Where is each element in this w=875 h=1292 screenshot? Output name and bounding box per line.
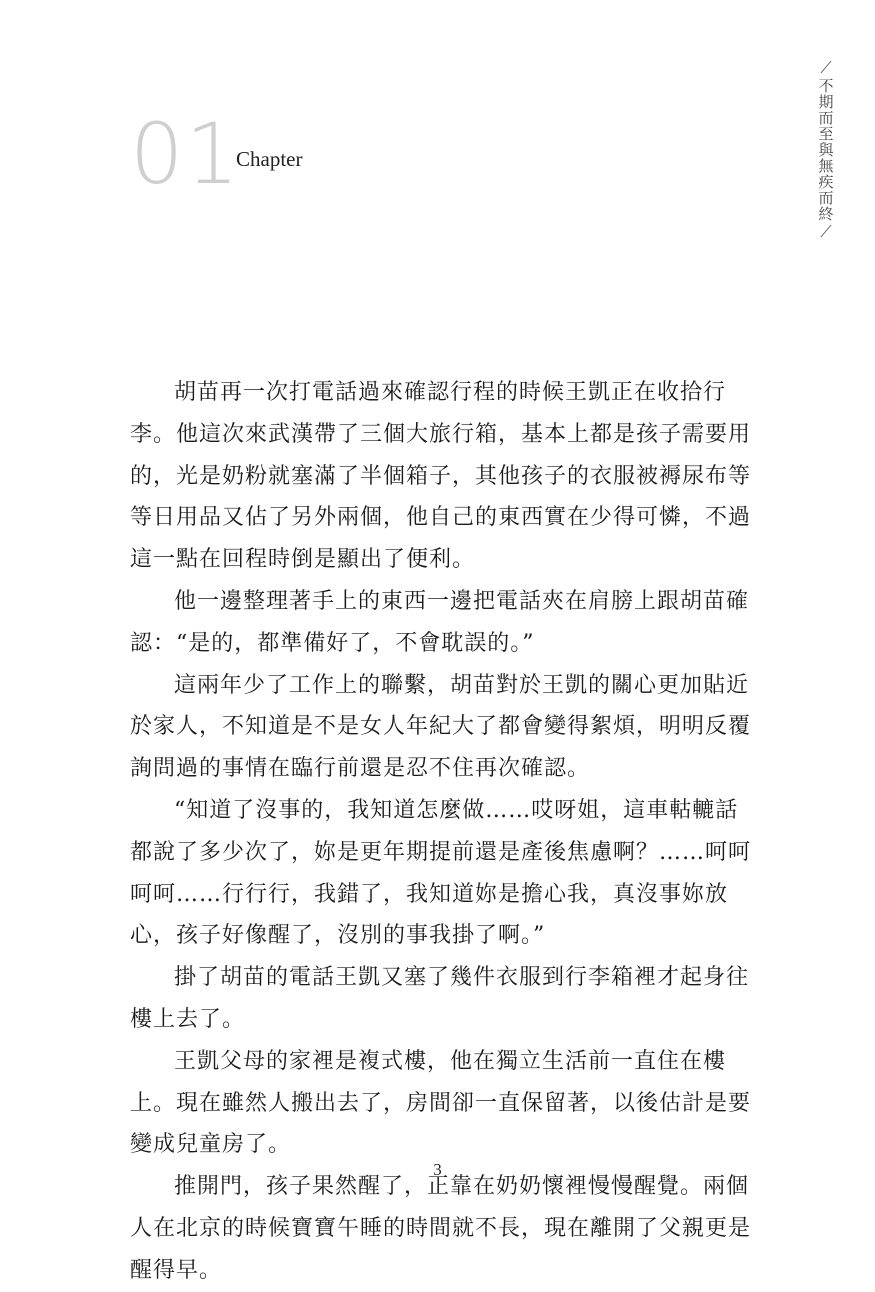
- body-text: [130, 372, 760, 1292]
- chapter-number: 01: [130, 105, 241, 203]
- chapter-label: Chapter: [236, 147, 303, 171]
- paragraph: 王凱父母的家裡是複式樓，他在獨立生活前一直住在樓上。現在雖然人搬出去了，房間卻一直保留著，以後估計是要變成兒童房了。: [130, 1048, 752, 1158]
- paragraph: 推開門，孩子果然醒了，正靠在奶奶懷裡慢慢醒覺。兩個人在北京的時候寶寶午睡的時間就不長，現在離開了父親更是醒得早。: [130, 1174, 752, 1283]
- slash-top-ornament: ⟋: [820, 58, 832, 77]
- book-title-vertical: 不期而至與無疾而終: [816, 78, 835, 222]
- paragraph: 他一邊整理著手上的東西一邊把電話夾在肩膀上跟胡苗確認：“是的，都準備好了，不會耽誤的。”: [130, 588, 750, 656]
- slash-bottom-ornament: ⟋: [820, 222, 832, 241]
- paragraph: 掛了胡苗的電話王凱又塞了幾件衣服到行李箱裡才起身往樓上去了。: [130, 965, 750, 1032]
- paragraph: 胡苗再一次打電話過來確認行程的時候王凱正在收拾行李。他這次來武漢帶了三個大旅行箱，基本上都是孩子需要用的，光是奶粉就塞滿了半個箱子，其他孩子的衣服被褥尿布等等日用品又佔了另外兩個，他自己的東西實在少得可憐，不過這一點在回程時倒是顯出了便利。: [130, 380, 752, 573]
- running-header-book-title: [812, 60, 840, 240]
- paragraph: “知道了沒事的，我知道怎麼做……哎呀姐，這車軲轆話都說了多少次了，妳是更年期提前還是產後焦慮啊？……呵呵呵呵……行行行，我錯了，我知道妳是擔心我，真沒事妳放心，孩子好像醒了，沒別的事我掛了啊。”: [130, 797, 752, 949]
- paragraph: 這兩年少了工作上的聯繫，胡苗對於王凱的關心更加貼近於家人，不知道是不是女人年紀大了都會變得絮煩，明明反覆詢問過的事情在臨行前還是忍不住再次確認。: [130, 672, 752, 782]
- page-number: 3: [433, 1160, 442, 1179]
